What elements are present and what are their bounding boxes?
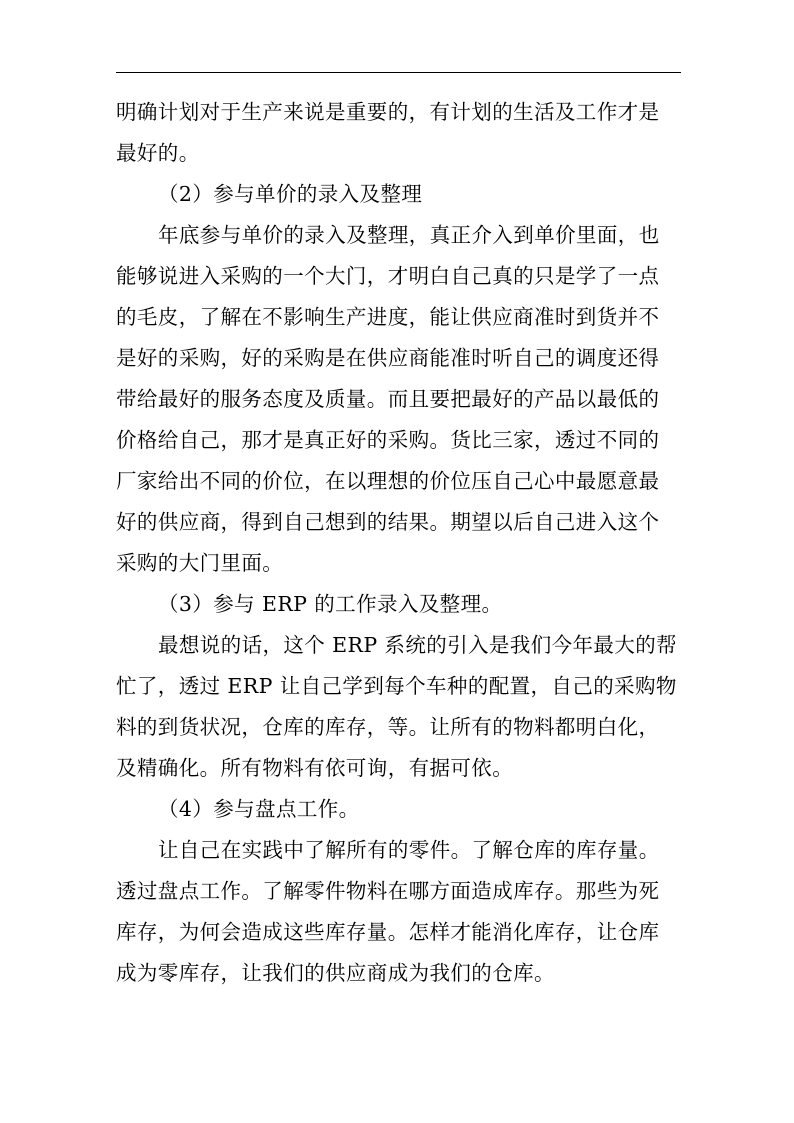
section-heading: （3）参与 ERP 的工作录入及整理。 [158, 592, 503, 616]
paragraph-line: 厂家给出不同的价位，在以理想的价位压自己心中最愿意最 [116, 469, 660, 493]
paragraph-line: 是好的采购，好的采购是在供应商能准时听自己的调度还得 [116, 346, 660, 370]
paragraph-line: 及精确化。所有物料有依可询，有据可依。 [116, 756, 514, 780]
section-heading: （2）参与单价的录入及整理 [158, 182, 423, 206]
paragraph-line: 最好的。 [116, 141, 200, 165]
section-heading: （4）参与盘点工作。 [158, 797, 360, 821]
document-body [116, 92, 678, 994]
paragraph-line: 成为零库存，让我们的供应商成为我们的仓库。 [116, 961, 555, 985]
paragraph-line: 明确计划对于生产来说是重要的，有计划的生活及工作才是 [116, 100, 660, 124]
paragraph-line: 透过盘点工作。了解零件物料在哪方面造成库存。那些为死 [116, 879, 660, 903]
paragraph-line: 价格给自己，那才是真正好的采购。货比三家，透过不同的 [116, 428, 660, 452]
paragraph-line: 让自己在实践中了解所有的零件。了解仓库的库存量。 [158, 838, 660, 862]
paragraph-line: 忙了，透过 ERP 让自己学到每个车种的配置，自己的采购物 [116, 674, 677, 698]
paragraph-line: 的毛皮，了解在不影响生产进度，能让供应商准时到货并不 [116, 305, 660, 329]
paragraph-line: 库存，为何会造成这些库存量。怎样才能消化库存，让仓库 [116, 920, 660, 944]
paragraph-line: 带给最好的服务态度及质量。而且要把最好的产品以最低的 [116, 387, 660, 411]
paragraph-line: 好的供应商，得到自己想到的结果。期望以后自己进入这个 [116, 510, 660, 534]
paragraph-line: 采购的大门里面。 [116, 551, 284, 575]
paragraph-line: 年底参与单价的录入及整理，真正介入到单价里面，也 [158, 223, 660, 247]
header-rule [116, 72, 681, 73]
paragraph-line: 能够说进入采购的一个大门，才明白自己真的只是学了一点 [116, 264, 660, 288]
paragraph-line: 最想说的话，这个 ERP 系统的引入是我们今年最大的帮 [158, 633, 678, 657]
paragraph-line: 料的到货状况，仓库的库存，等。让所有的物料都明白化， [116, 715, 660, 739]
